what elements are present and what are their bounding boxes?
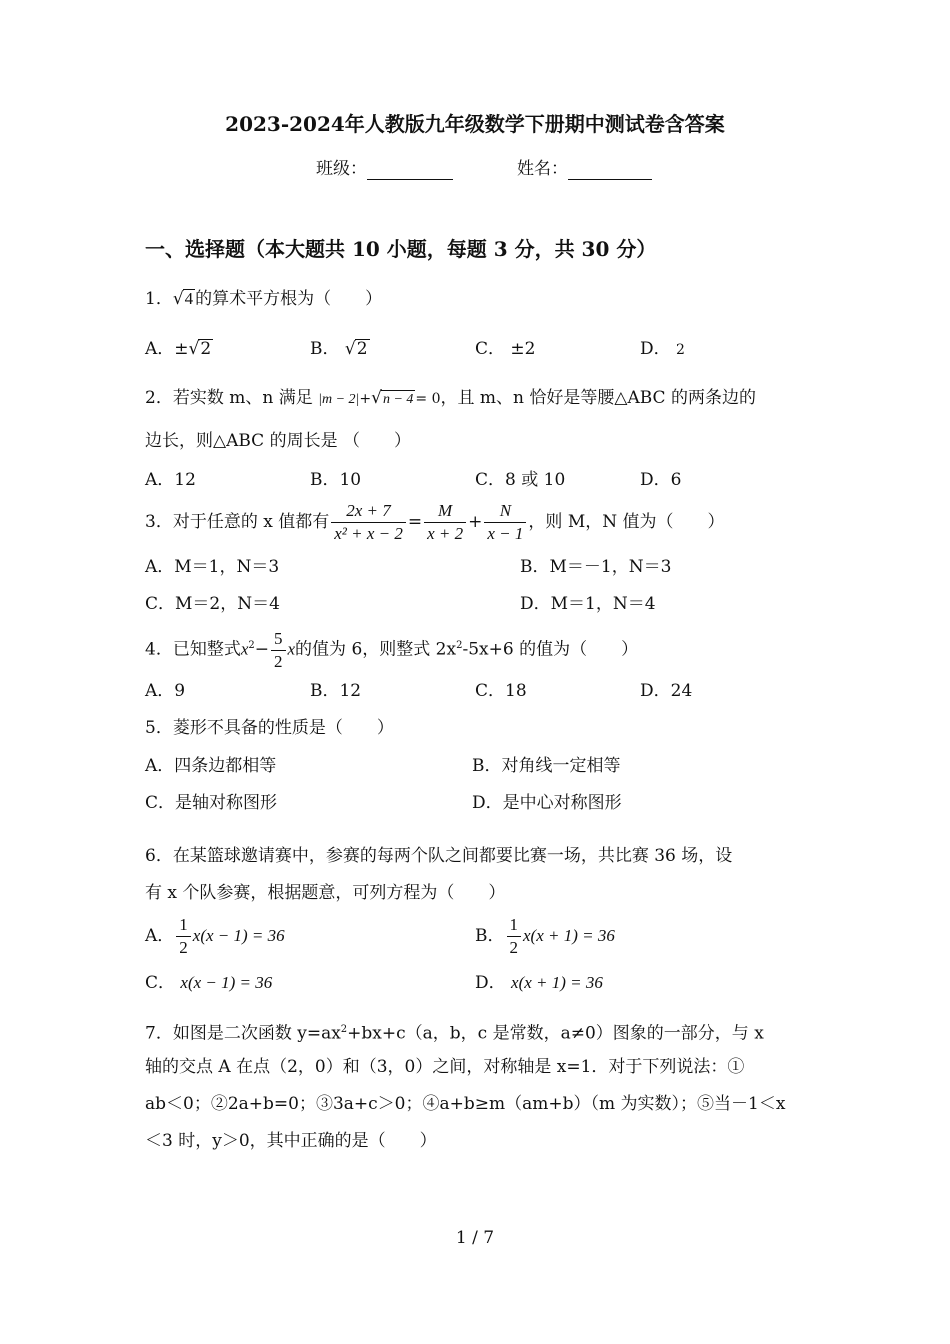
q7-line3: ab＜0；②2a+b=0；③3a+c＞0；④a+b≥m（am+b）（m 为实数）；⑤当－1＜x [145,1094,786,1114]
q4-option-c[interactable]: C．18 [475,681,527,701]
q5-option-c[interactable]: C．是轴对称图形 [145,793,278,813]
q5-option-b[interactable]: B．对角线一定相等 [472,756,621,776]
q6-option-a[interactable]: A． $\frac{1}{2}$ x(x − 1) = 36 [145,915,285,957]
section-title: 一、选择题（本大题共 10 小题，每题 3 分，共 30 分） [145,237,657,261]
q6-option-c[interactable]: C． x(x − 1) = 36 [145,973,273,993]
question-4: 4．已知整式$x^2-$ $\frac{5}{2}$ x的值为 6，则整式 $2x^2-5x+6$ 的值为（ ） [145,628,639,671]
q5-option-a[interactable]: A．四条边都相等 [145,756,277,776]
class-blank[interactable] [367,161,453,180]
sqrt-icon: √ [172,289,184,309]
q3-fraction-1: $\frac{2x + 7}{\text{x² + x − 2}}$ [331,501,406,544]
class-field [316,158,453,180]
q6-option-b[interactable]: B． $\frac{1}{2}$ x(x + 1) = 36 [475,915,615,957]
q4-fraction: $\frac{5}{2}$ [271,629,286,672]
q4-option-a[interactable]: A．9 [145,681,186,701]
q2-line2: 边长，则△ABC 的周长是 （ ） [145,431,411,451]
q2-option-c[interactable]: C．8 或 10 [475,470,566,490]
q1-radicand: 4 [184,289,194,308]
question-2: 2．若实数 m、n 满足 |m − 2|+√n − 4 = 0，且 m、n 恰好是等腰△ABC 的两条边的 [145,388,756,408]
q1-number: 1． [145,289,173,309]
sqrt-icon: √ [371,388,382,408]
page-number: 1 / 7 [455,1228,495,1248]
q7-line2: 轴的交点 A 在点（2，0）和（3，0）之间，对称轴是 x=1．对于下列说法：① [145,1057,745,1077]
page-title: 2023-2024年人教版九年级数学下册期中测试卷含答案 [225,112,725,136]
q2-option-a[interactable]: A．12 [145,470,196,490]
q1-option-d[interactable]: D． 2 [640,339,685,359]
q2-abs: |m − 2| [318,392,360,407]
q3-option-b[interactable]: B．M＝－1，N＝3 [520,557,672,577]
question-1 [145,288,382,310]
q2-option-d[interactable]: D．6 [640,470,682,490]
q1-option-b[interactable]: B． √2 [310,339,368,359]
name-label: 姓名： [517,159,568,179]
q1-option-a[interactable]: A．±√2 [145,339,212,359]
sqrt-icon: √ [344,339,356,359]
q7-line4: ＜3 时，y＞0，其中正确的是（ ） [145,1131,437,1151]
question-6: 6．在某篮球邀请赛中，参赛的每两个队之间都要比赛一场，共比赛 36 场，设 [145,846,733,866]
q5-option-d[interactable]: D．是中心对称图形 [472,793,622,813]
q3-fraction-3: $\frac{N}{x - 1}$ [484,501,526,544]
question-3: 3．对于任意的 x 值都有 $\frac{2x + 7}{\text{x² + x − 2}}$ = $\frac{M}{x + 2}$ + $\frac{N}{x - 1}$ ，则 M，N 值为（ ） [145,501,725,543]
q1-text: 的算术平方根为（ ） [195,289,383,309]
question-5: 5．菱形不具备的性质是（ ） [145,718,394,738]
q6-option-d[interactable]: D． x(x + 1) = 36 [475,973,603,993]
class-label: 班级： [316,159,367,179]
q4-option-d[interactable]: D．24 [640,681,693,701]
q3-fraction-2: $\frac{M}{x + 2}$ [424,501,466,544]
question-7: 7．如图是二次函数 $y=ax^2+bx+c(a$，b，c 是常数，a≠0）图象的一部分，与 x [145,1023,764,1044]
q3-option-c[interactable]: C．M＝2，N＝4 [145,594,280,614]
q4-option-b[interactable]: B．12 [310,681,362,701]
name-field [517,158,652,180]
q3-option-d[interactable]: D．M＝1，N＝4 [520,594,656,614]
q3-option-a[interactable]: A．M＝1，N＝3 [145,557,280,577]
q6-line2: 有 x 个队参赛，根据题意，可列方程为（ ） [145,883,506,903]
q2-option-b[interactable]: B．10 [310,470,362,490]
q1-option-c[interactable]: C． ±2 [475,339,536,359]
sqrt-icon: √ [188,339,200,359]
name-blank[interactable] [568,161,652,180]
